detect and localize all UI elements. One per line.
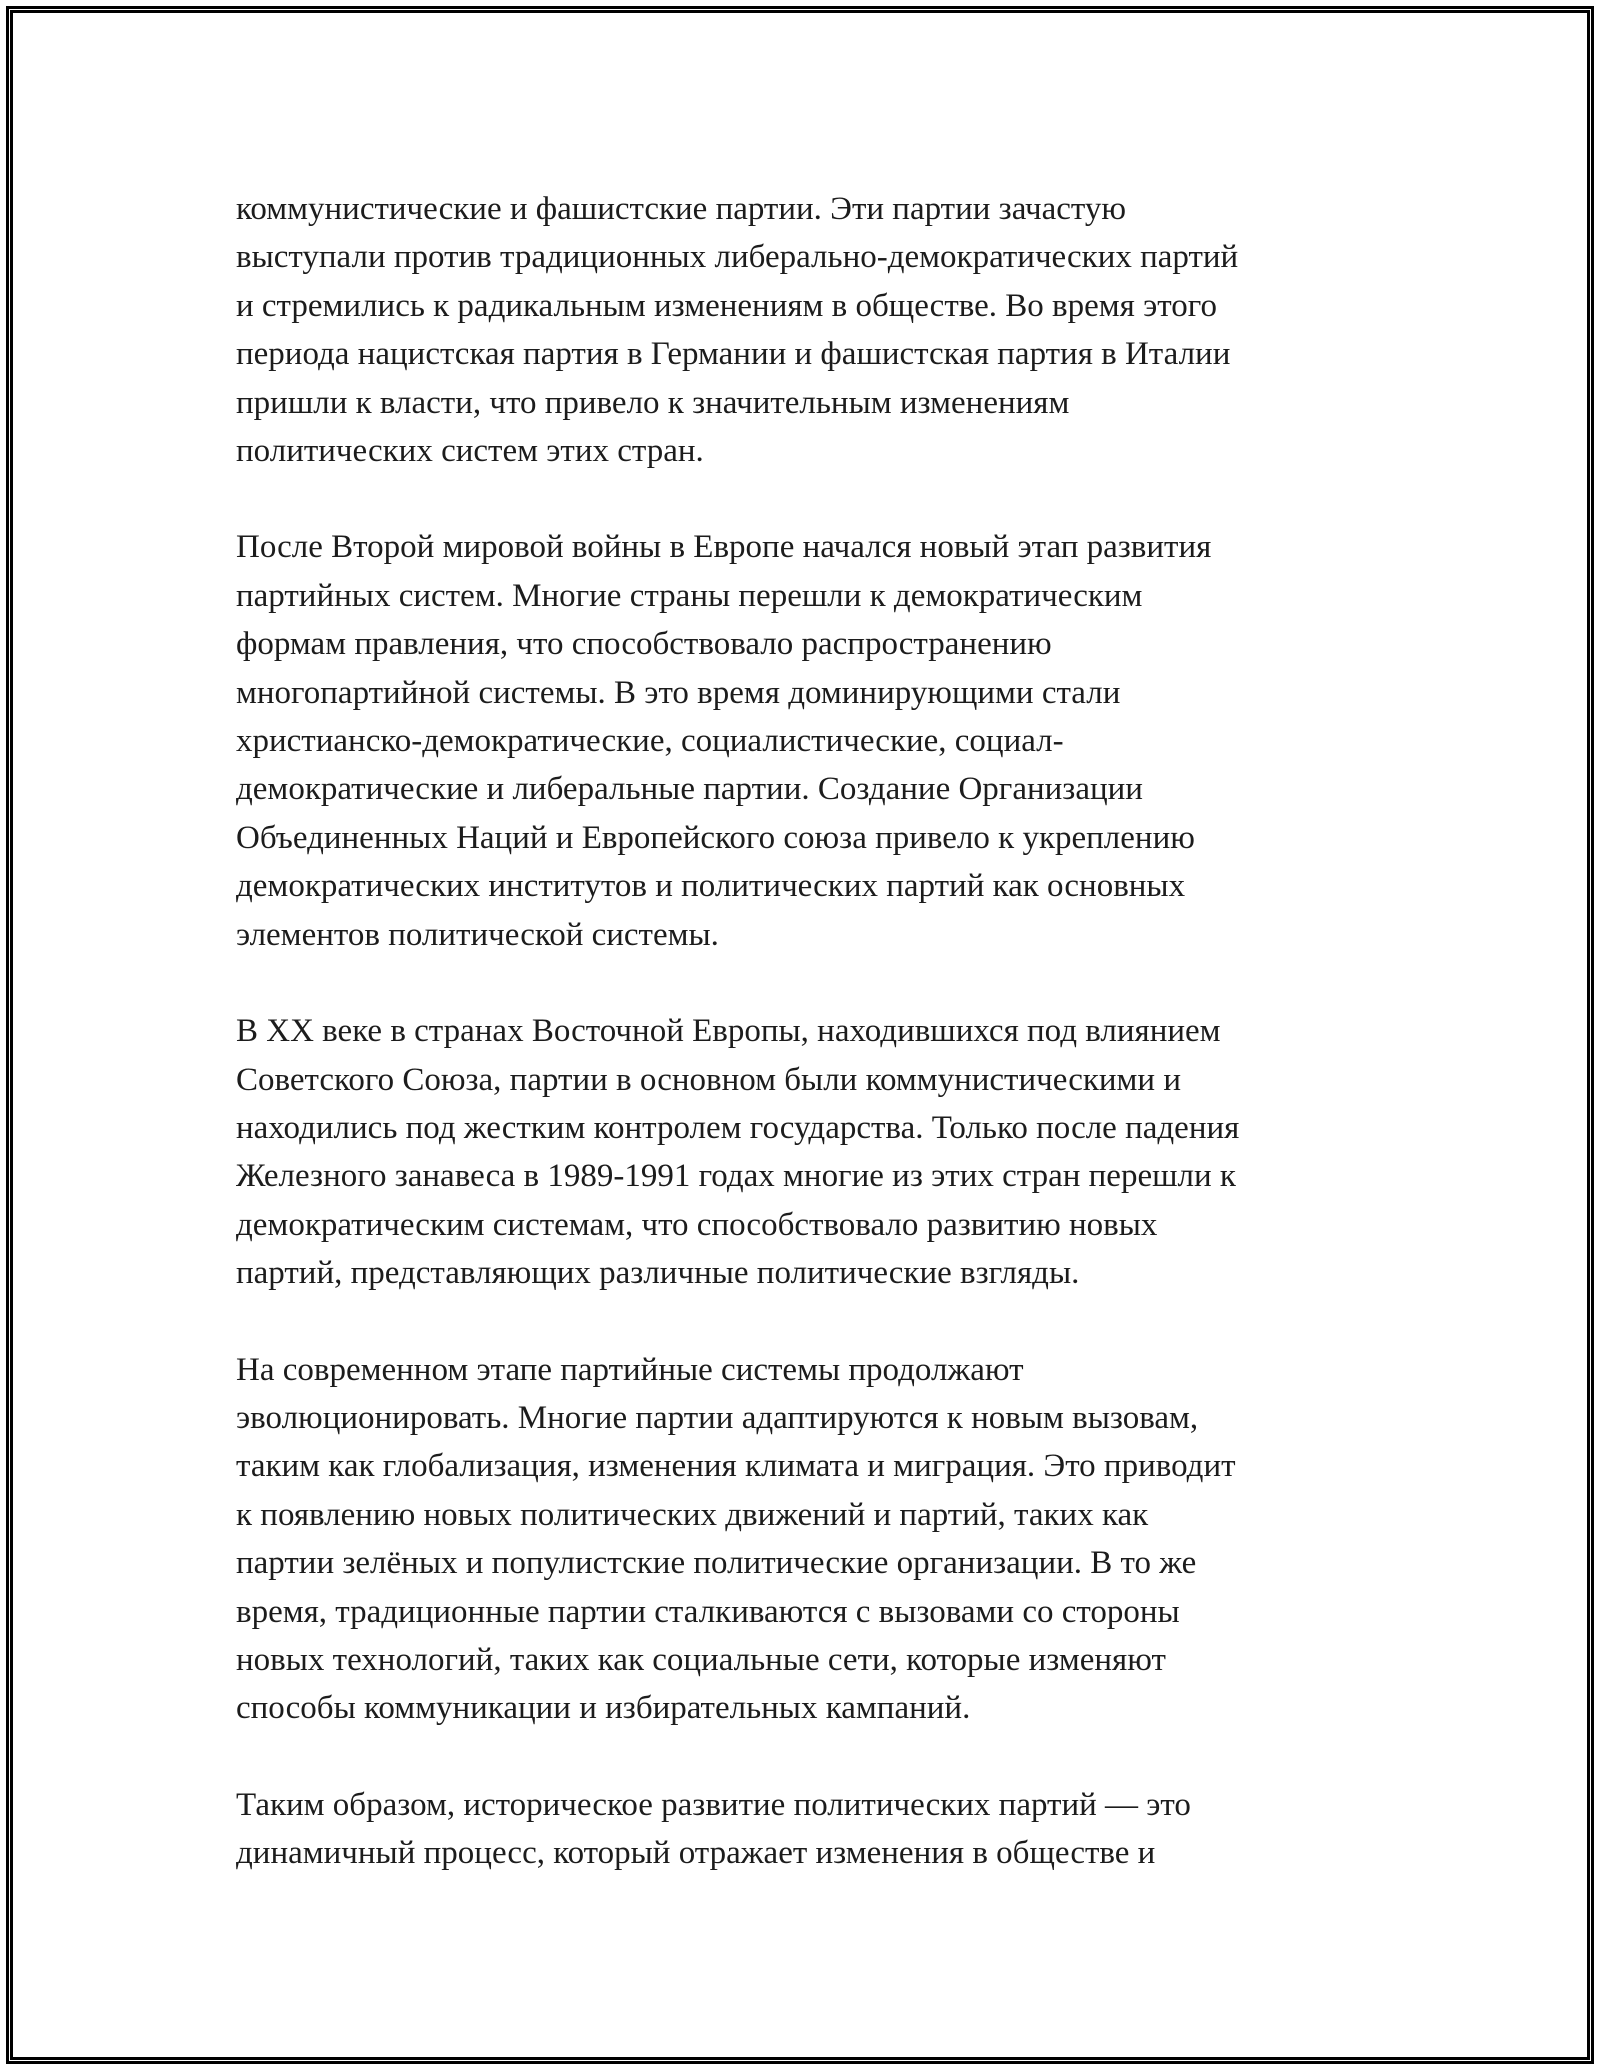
text-line: таким как глобализация, изменения климата и миграция. Это приводит bbox=[236, 1448, 1236, 1485]
text-line: После Второй мировой войны в Европе начался новый этап развития bbox=[236, 529, 1212, 566]
document-body bbox=[236, 185, 1386, 1926]
text-line: коммунистические и фашистские партии. Эти партии зачастую bbox=[236, 191, 1127, 227]
text-line: христианско-демократические, социалистические, социал- bbox=[236, 723, 1064, 760]
text-line: Советского Союза, партии в основном были коммунистическими и bbox=[236, 1061, 1181, 1098]
text-line: политических систем этих стран. bbox=[236, 433, 704, 470]
text-line: эволюционировать. Многие партии адаптируются к новым вызовам, bbox=[236, 1399, 1199, 1436]
text-line: Таким образом, историческое развитие политических партий — это bbox=[236, 1786, 1191, 1823]
text-line: новых технологий, таких как социальные сети, которые изменяют bbox=[236, 1641, 1166, 1678]
paragraph-3 bbox=[236, 1007, 1386, 1297]
text-line: партийных систем. Многие страны перешли к демократическим bbox=[236, 577, 1143, 614]
text-line: партии зелёных и популистские политические организации. В то же bbox=[236, 1545, 1197, 1582]
text-line: элементов политической системы. bbox=[236, 916, 719, 953]
text-line: находились под жестким контролем государства. Только после падения bbox=[236, 1109, 1240, 1146]
text-line: многопартийной системы. В это время доминирующими стали bbox=[236, 674, 1121, 711]
paragraph-5 bbox=[236, 1781, 1386, 1878]
text-line: партий, представляющих различные политические взгляды. bbox=[236, 1255, 1080, 1292]
text-line: способы коммуникации и избирательных кампаний. bbox=[236, 1690, 971, 1727]
text-line: Объединенных Наций и Европейского союза привело к укреплению bbox=[236, 819, 1195, 856]
text-line: демократическим системам, что способствовало развитию новых bbox=[236, 1206, 1158, 1243]
text-line: периода нацистская партия в Германии и фашистская партия в Италии bbox=[236, 336, 1231, 373]
paragraph-1 bbox=[236, 185, 1386, 475]
text-line: динамичный процесс, который отражает изменения в обществе и bbox=[236, 1835, 1156, 1872]
text-line: Железного занавеса в 1989-1991 годах многие из этих стран перешли к bbox=[236, 1158, 1236, 1195]
text-line: и стремились к радикальным изменениям в обществе. Во время этого bbox=[236, 287, 1217, 324]
text-line: к появлению новых политических движений и партий, таких как bbox=[236, 1496, 1149, 1533]
text-line: формам правления, что способствовало распространению bbox=[236, 626, 1052, 663]
text-line: На современном этапе партийные системы продолжают bbox=[236, 1351, 1024, 1388]
text-line: демократических институтов и политических партий как основных bbox=[236, 868, 1186, 905]
text-line: демократические и либеральные партии. Создание Организации bbox=[236, 771, 1143, 808]
text-line: время, традиционные партии сталкиваются с вызовами со стороны bbox=[236, 1593, 1180, 1630]
text-line: выступали против традиционных либерально-демократических партий bbox=[236, 239, 1239, 276]
paragraph-4 bbox=[236, 1346, 1386, 1733]
text-line: В XX веке в странах Восточной Европы, находившихся под влиянием bbox=[236, 1013, 1221, 1050]
text-line: пришли к власти, что привело к значительным изменениям bbox=[236, 384, 1070, 421]
paragraph-2 bbox=[236, 523, 1386, 959]
